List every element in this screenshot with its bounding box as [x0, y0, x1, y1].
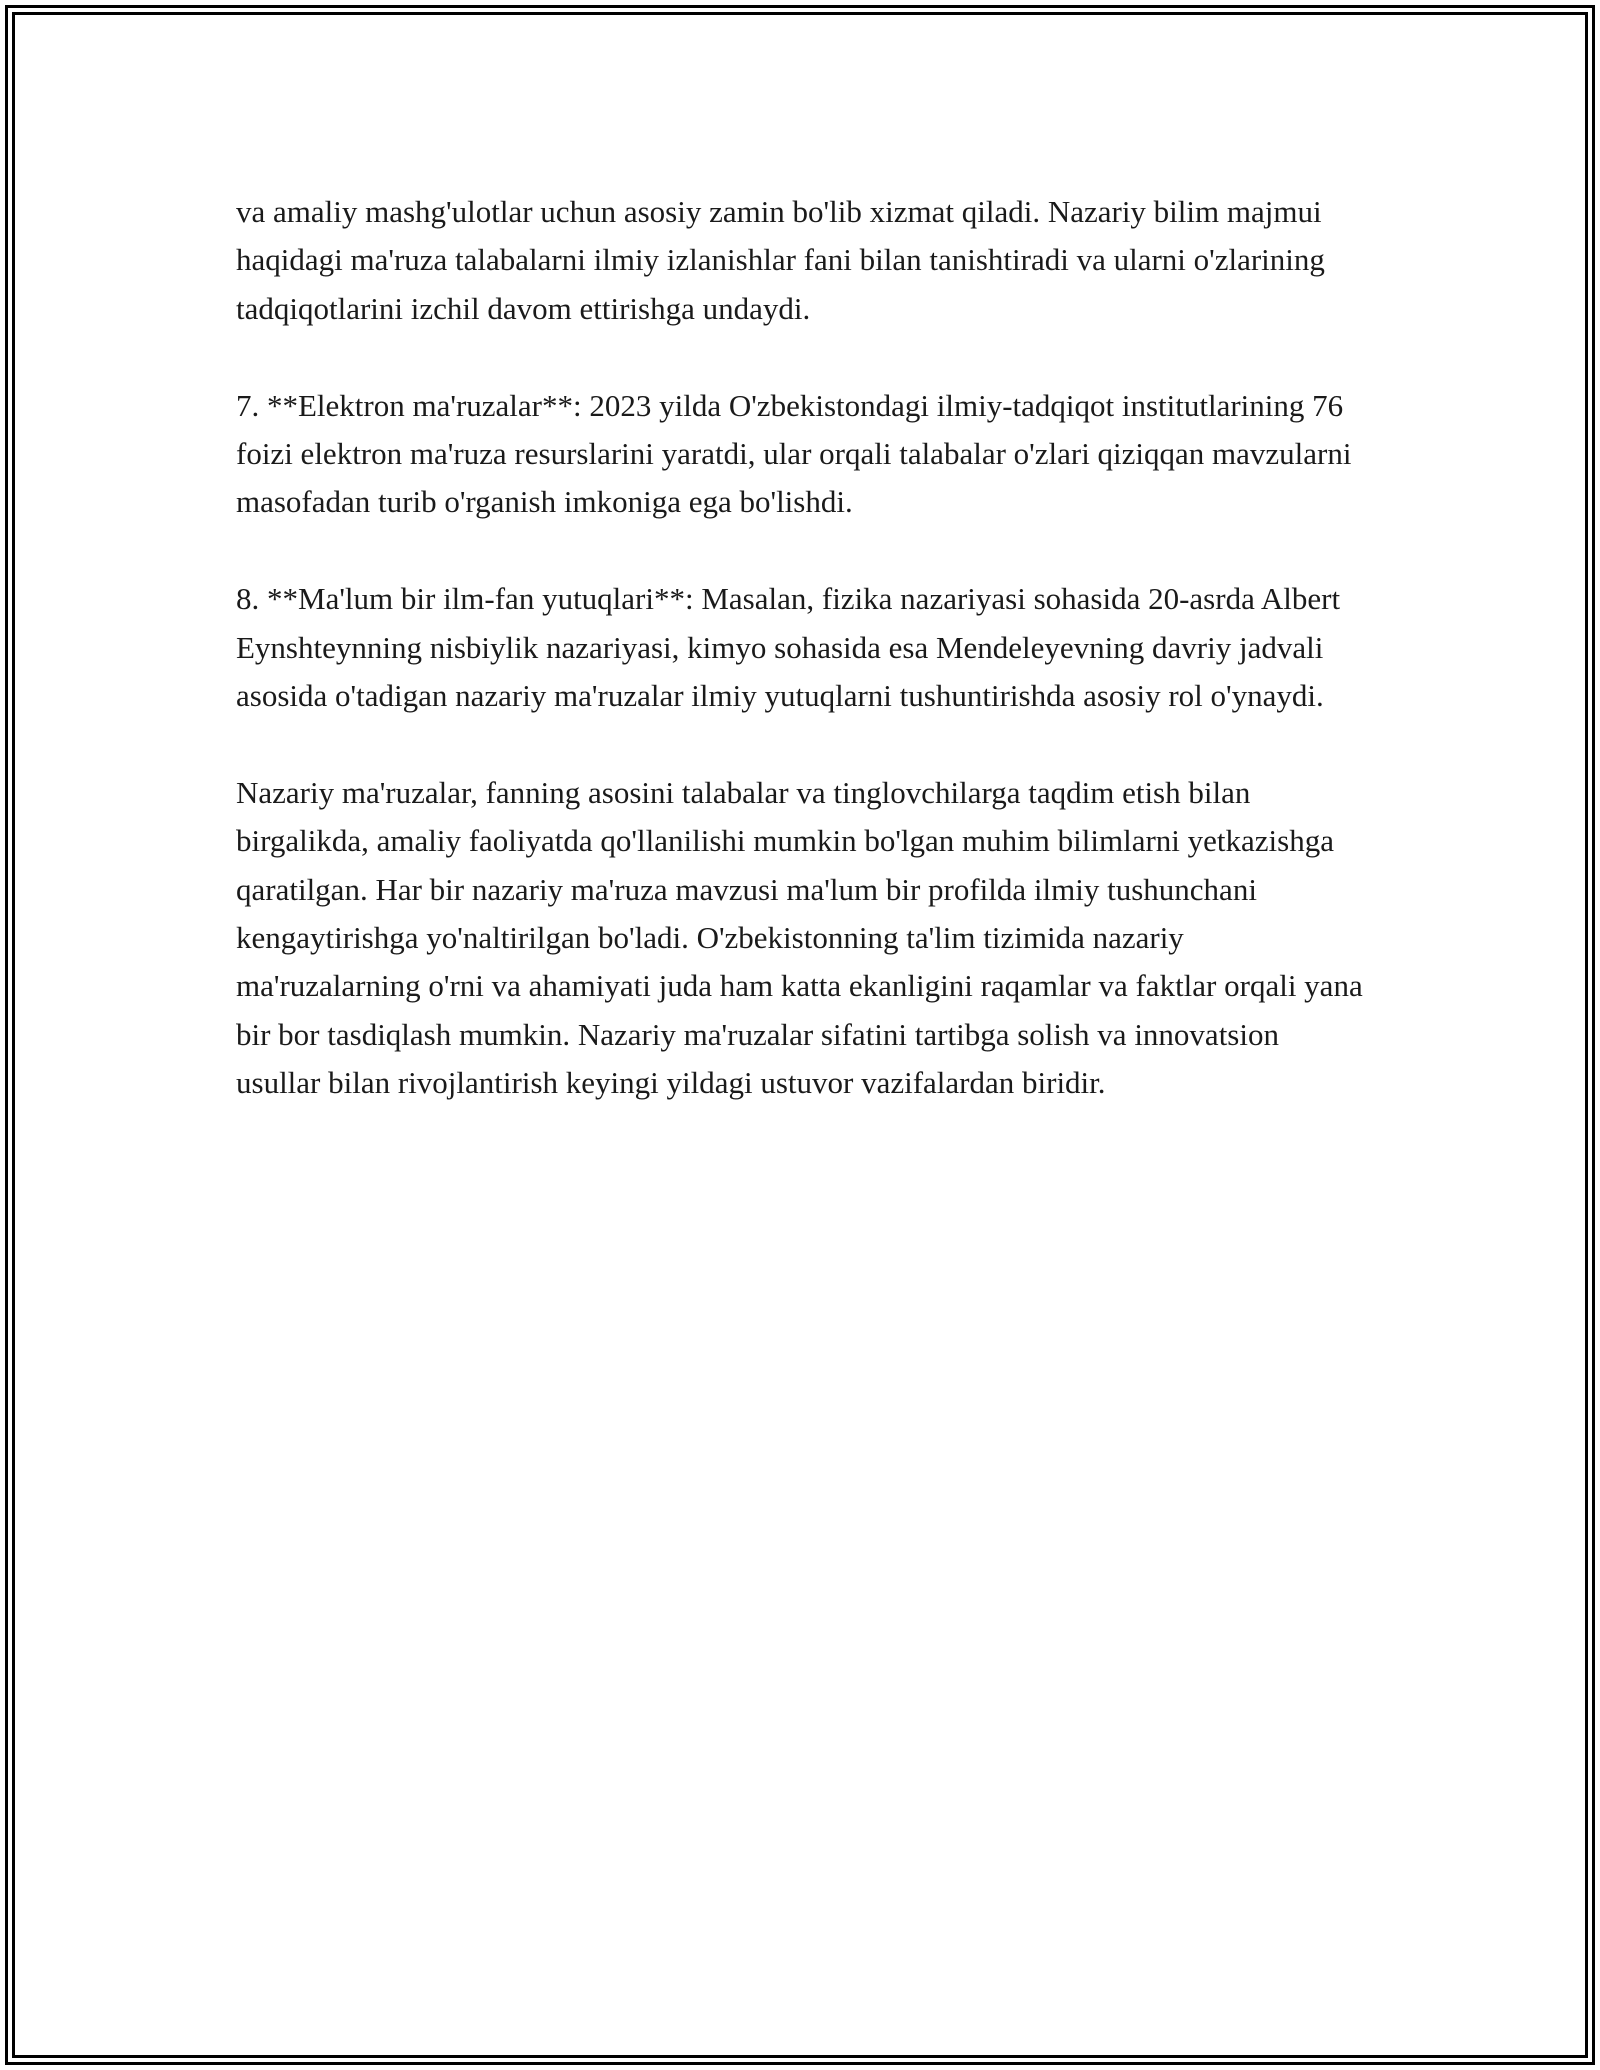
document-body	[236, 188, 1366, 1156]
paragraph-item-8-science-achievements: 8. **Ma'lum bir ilm-fan yutuqlari**: Masalan, fizika nazariyasi sohasida 20-asrda Albert Eynshteynning nisbiylik nazariyasi, kimyo sohasida esa Mendeleyevning davriy jadvali asosida o'tadigan nazariy ma'ruzalar ilmiy yutuqlarni tushuntirishda asosiy rol o'ynaydi.	[236, 581, 1341, 714]
paragraph-conclusion: Nazariy ma'ruzalar, fanning asosini talabalar va tinglovchilarga taqdim etish bilan birgalikda, amaliy faoliyatda qo'llanilishi mumkin bo'lgan muhim bilimlarni yetkazishga qaratilgan. Har bir nazariy ma'ruza mavzusi ma'lum bir profilda ilmiy tushunchani kengaytirishga yo'naltirilgan bo'ladi. O'zbekistonning ta'lim tizimida nazariy ma'ruzalarning o'rni va ahamiyati juda ham katta ekanligini raqamlar va faktlar orqali yana bir bor tasdiqlash mumkin. Nazariy ma'ruzalar sifatini tartibga solish va innovatsion usullar bilan rivojlantirish keyingi yildagi ustuvor vazifalardan biridir.	[236, 774, 1363, 1101]
paragraph-item-7-electronic-lectures: 7. **Elektron ma'ruzalar**: 2023 yilda O'zbekistondagi ilmiy-tadqiqot institutlarining 76 foizi elektron ma'ruza resurslarini yaratdi, ular orqali talabalar o'zlari qiziqqan mavzularni masofadan turib o'rganish imkoniga ega bo'lishdi.	[236, 387, 1352, 520]
paragraph-intro-continuation: va amaliy mashg'ulotlar uchun asosiy zamin bo'lib xizmat qiladi. Nazariy bilim majmui haqidagi ma'ruza talabalarni ilmiy izlanishlar fani bilan tanishtiradi va ularni o'zlarining tadqiqotlarini izchil davom ettirishga undaydi.	[236, 194, 1325, 326]
